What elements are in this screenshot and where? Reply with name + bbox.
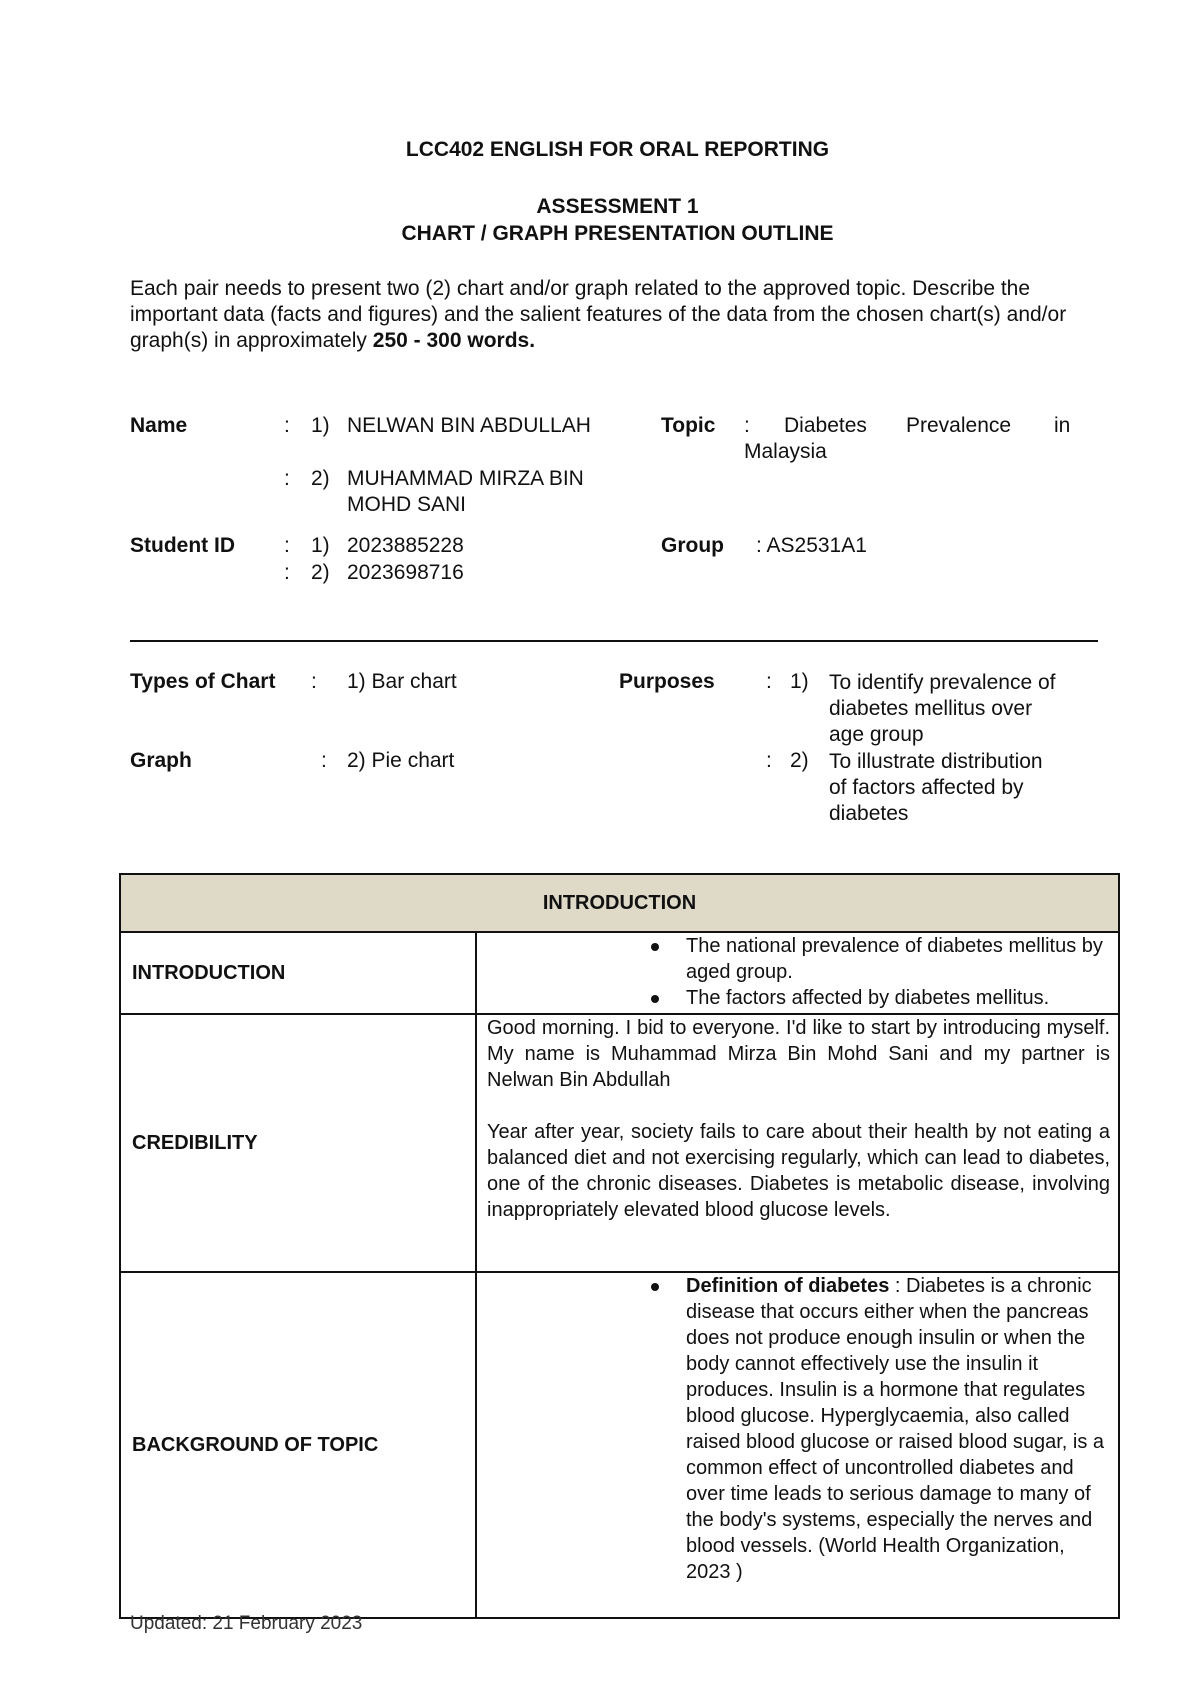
instructions-paragraph: Each pair needs to present two (2) chart and/or graph related to the approved topic. Describe the important data (facts and figures) and the salient features of the data from the chosen chart(s) and/or graph(s) in approximately 250 - 300 words.	[130, 277, 1067, 352]
purpose-colon-2: :	[766, 749, 772, 772]
outline-subtitle: CHART / GRAPH PRESENTATION OUTLINE	[401, 222, 834, 245]
purposes-label: Purposes	[619, 670, 715, 693]
group-label: Group	[661, 534, 724, 557]
purpose-number-2: 2)	[790, 749, 809, 772]
student-id-2: 2023698716	[347, 561, 464, 584]
purpose-number-1: 1)	[790, 670, 809, 693]
student-name-2-line2: MOHD SANI	[347, 493, 467, 516]
student-name-1: NELWAN BIN ABDULLAH	[347, 414, 591, 437]
purpose-2: To illustrate distribution of factors affected by diabetes	[829, 750, 1043, 825]
graph-colon: :	[321, 749, 327, 772]
credibility-content	[476, 1014, 1119, 1272]
outline-table	[119, 873, 1120, 1619]
student-name-2-line1: MUHAMMAD MIRZA BIN	[347, 467, 584, 490]
topic-colon: :	[744, 414, 750, 437]
introduction-content	[476, 932, 1119, 1014]
name-colon-2: :	[284, 467, 290, 490]
section-divider	[130, 640, 1098, 642]
topic-line-2: Malaysia	[744, 440, 827, 463]
list-item: Definition of diabetes : Diabetes is a chronic disease that occurs either when the pancreas does not produce enough insulin or when the body cannot effectively use the insulin it produces. Insulin is a hormone that regulates blood glucose. Hyperglycaemia, also called raised blood glucose or raised blood sugar, is a common effect of uncontrolled diabetes and over time leads to serious damage to many of the body's systems, especially the nerves and blood vessels. (World Health Organization, 2023 )	[686, 1273, 1118, 1585]
credibility-paragraph-1: Good morning. I bid to everyone. I'd like to start by introducing myself. My name is Muhammad Mirza Bin Mohd Sani and my partner is Nelwan Bin Abdullah	[487, 1017, 1111, 1091]
list-item: The national prevalence of diabetes mellitus by aged group.	[686, 933, 1118, 985]
list-item: The factors affected by diabetes mellitus.	[686, 985, 1118, 1011]
group-value: : AS2531A1	[756, 534, 867, 557]
id-colon-1: :	[284, 534, 290, 557]
name-colon-1: :	[284, 414, 290, 437]
topic-word-3: in	[1054, 414, 1071, 437]
types-colon: :	[311, 670, 317, 693]
name-label: Name	[130, 414, 188, 437]
row-label-background: BACKGROUND OF TOPIC	[120, 1272, 476, 1618]
id-number-2: 2)	[311, 561, 330, 584]
topic-word-2: Prevalence	[906, 414, 1012, 437]
purpose-1: To identify prevalence of diabetes mellitus over age group	[829, 671, 1056, 746]
table-header: INTRODUCTION	[120, 874, 1119, 932]
purpose-colon-1: :	[766, 670, 772, 693]
row-label-credibility: CREDIBILITY	[120, 1014, 476, 1272]
id-colon-2: :	[284, 561, 290, 584]
name-number-1: 1)	[311, 414, 330, 437]
assessment-heading: ASSESSMENT 1	[536, 195, 699, 218]
topic-label: Topic	[661, 414, 716, 437]
credibility-paragraph-2: Year after year, society fails to care about their health by not eating a balanced diet and not exercising regularly, which can lead to diabetes, one of the chronic diseases. Diabetes is metabolic disease, involving inappropriately elevated blood glucose levels.	[487, 1121, 1111, 1221]
student-id-1: 2023885228	[347, 534, 464, 557]
document-title: LCC402 ENGLISH FOR ORAL REPORTING	[405, 138, 830, 161]
id-number-1: 1)	[311, 534, 330, 557]
chart-type-2: 2) Pie chart	[347, 749, 455, 772]
page-footer: Updated: 21 February 2023	[130, 1613, 363, 1634]
row-label-introduction: INTRODUCTION	[120, 932, 476, 1014]
name-number-2: 2)	[311, 467, 330, 490]
graph-label: Graph	[130, 749, 192, 772]
student-id-label: Student ID	[130, 534, 235, 557]
topic-word-1: Diabetes	[784, 414, 867, 437]
background-content	[476, 1272, 1119, 1618]
chart-type-1: 1) Bar chart	[347, 670, 457, 693]
types-of-chart-label: Types of Chart	[130, 670, 276, 693]
